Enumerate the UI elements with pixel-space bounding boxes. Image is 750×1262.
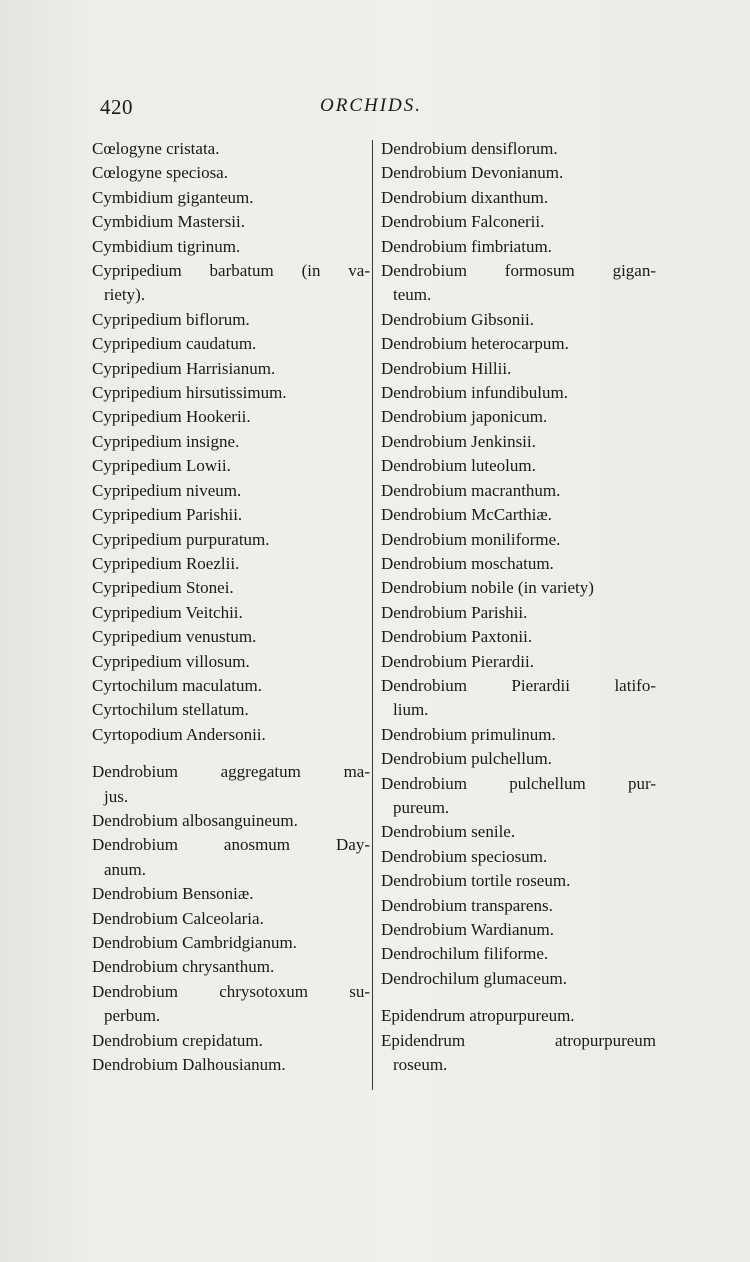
orchid-entry [381,576,656,600]
orchid-entry [381,357,656,381]
orchid-entry-text: Dendrobium Jenkinsii. [381,431,536,451]
orchid-entry-text: Dendrobium chrysanthum. [92,957,275,977]
orchid-entry-text: Cypripedium niveum. [92,480,242,500]
orchid-entry-text: Cymbidium tigrinum. [92,236,241,256]
orchid-entry [92,454,370,478]
orchid-entry-text: Dendrobium Pierardii latifo- [381,675,656,695]
orchid-entry [92,576,370,600]
page-number: 420 [100,95,133,119]
orchid-entry [92,503,370,527]
orchid-entry-text: Dendrobium Devonianum. [381,163,564,183]
orchid-entry [92,381,370,405]
orchid-entry [92,1029,370,1053]
orchid-entry-text: Cypripedium hirsutissimum. [92,383,287,403]
orchid-entry-text: Dendrobium fimbriatum. [381,236,552,256]
orchid-entry [381,454,656,478]
orchid-entry [92,674,370,698]
orchid-entry-text: Dendrobium primulinum. [381,724,556,744]
orchid-entry-text: Dendrobium Gibsonii. [381,309,534,329]
orchid-entry-text: Cœlogyne cristata. [92,139,220,158]
orchid-entry [381,235,656,259]
orchid-entry [381,528,656,552]
right-column-list [381,137,656,1077]
orchid-entry [381,259,656,308]
orchid-entry [381,1004,656,1028]
orchid-entry-text: Cymbidium Mastersii. [92,212,245,232]
orchid-entry-text: Dendrobium infundibulum. [381,383,568,403]
orchid-entry [92,955,370,979]
orchid-entry [92,650,370,674]
orchid-entry-text: Cypripedium Stonei. [92,578,234,598]
orchid-entry [381,820,656,844]
orchid-entry [381,845,656,869]
orchid-entry [92,625,370,649]
orchid-entry-text: Dendrobium Bensoniæ. [92,884,254,904]
orchid-entry [381,772,656,821]
orchid-entry-text: Dendrobium densiflorum. [381,139,558,158]
orchid-entry [381,625,656,649]
orchid-entry-continuation: lium. [393,700,429,720]
orchid-entry [92,907,370,931]
orchid-entry [92,186,370,210]
orchid-entry-text: Cœlogyne speciosa. [92,163,228,183]
running-head: ORCHIDS. [320,95,423,116]
orchid-entry [92,601,370,625]
orchid-entry-continuation: teum. [393,285,432,305]
orchid-entry [92,357,370,381]
orchid-entry [381,747,656,771]
orchid-entry-text: Cypripedium Roezlii. [92,553,240,573]
page-header [100,95,660,121]
orchid-entry-text: Cypripedium Harrisianum. [92,358,276,378]
orchid-entry [92,430,370,454]
orchid-entry-text: Cypripedium Parishii. [92,505,243,525]
orchid-entry-text: Dendrobium aggregatum ma- [92,762,370,782]
orchid-entry [381,552,656,576]
orchid-entry-text: Dendrobium Calceolaria. [92,908,264,928]
orchid-entry [92,980,370,1029]
orchid-entry-text: Dendrobium Falconerii. [381,212,545,232]
orchid-entry-text: Cypripedium barbatum (in va- [92,261,370,281]
orchid-entry [92,161,370,185]
orchid-entry-text: Dendrobium tortile roseum. [381,871,571,891]
column-divider-rule [372,140,373,1090]
orchid-entry [92,137,370,161]
orchid-entry [381,479,656,503]
orchid-entry-text: Cypripedium Veitchii. [92,602,243,622]
orchid-entry [92,698,370,722]
orchid-entry-text: Dendrobium crepidatum. [92,1030,263,1050]
orchid-entry-text: Cypripedium villosum. [92,651,250,671]
orchid-entry-text: Cypripedium insigne. [92,431,240,451]
orchid-entry [92,760,370,809]
orchid-entry-text: Dendrobium albosanguineum. [92,810,298,830]
orchid-entry-text: Dendrobium pulchellum pur- [381,773,656,793]
orchid-entry [92,723,370,747]
orchid-entry-text: Cypripedium purpuratum. [92,529,270,549]
orchid-entry [381,503,656,527]
orchid-entry-text: Dendrobium heterocarpum. [381,334,569,354]
orchid-entry [381,137,656,161]
orchid-entry [381,674,656,723]
orchid-entry [381,601,656,625]
orchid-entry [92,210,370,234]
orchid-entry [381,1029,656,1078]
orchid-entry [92,809,370,833]
orchid-entry [92,833,370,882]
orchid-entry-continuation: anum. [104,859,147,879]
orchid-entry-text: Dendrochilum glumaceum. [381,968,568,988]
orchid-entry-text: Dendrobium luteolum. [381,456,536,476]
orchid-entry-text: Dendrobium pulchellum. [381,749,552,769]
orchid-entry-text: Dendrobium Cambridgianum. [92,933,297,952]
orchid-entry-text: Dendrobium Hillii. [381,358,512,378]
orchid-entry-text: Cyrtochilum maculatum. [92,675,262,695]
orchid-entry-text: Dendrobium macranthum. [381,480,561,500]
orchid-entry-text: Cymbidium giganteum. [92,187,254,207]
orchid-entry-text: Dendrobium formosum gigan- [381,261,656,281]
orchid-entry-text: Dendrobium transparens. [381,895,553,915]
orchid-entry-text: Cyrtochilum stellatum. [92,700,249,720]
orchid-entry-text: Dendrobium senile. [381,822,516,842]
orchid-entry-text: Cypripedium Hookerii. [92,407,251,427]
orchid-entry-continuation: pureum. [393,797,450,817]
orchid-entry [381,210,656,234]
orchid-entry-continuation: jus. [104,786,129,806]
orchid-entry [92,259,370,308]
orchid-entry [92,479,370,503]
orchid-entry [381,869,656,893]
orchid-entry-text: Dendrobium dixanthum. [381,187,549,207]
orchid-entry-text: Dendrobium chrysotoxum su- [92,981,370,1001]
orchid-entry-continuation: perbum. [104,1006,161,1026]
orchid-entry [381,381,656,405]
orchid-entry-continuation: roseum. [393,1055,448,1075]
orchid-entry-text: Dendrobium nobile (in variety) [381,578,594,598]
left-column-list [92,137,370,1077]
orchid-entry [381,723,656,747]
orchid-entry-text: Dendrobium Parishii. [381,602,528,622]
orchid-entry-text: Cypripedium biflorum. [92,309,250,329]
orchid-entry [381,186,656,210]
orchid-entry-text: Dendrobium Paxtonii. [381,627,533,647]
orchid-entry-text: Epidendrum atropurpureum. [381,1006,575,1026]
orchid-entry-text: Dendrobium Wardianum. [381,920,555,939]
orchid-entry-text: Dendrobium japonicum. [381,407,548,427]
orchid-entry-continuation: riety). [104,285,146,305]
orchid-entry [381,650,656,674]
orchid-entry [381,405,656,429]
orchid-entry [92,332,370,356]
orchid-entry-text: Dendrobium moniliforme. [381,529,561,549]
orchid-entry-text: Cypripedium caudatum. [92,334,257,354]
orchid-entry-text: Dendrobium anosmum Day- [92,835,370,855]
orchid-entry [92,235,370,259]
orchid-entry [92,405,370,429]
orchid-entry-text: Cypripedium venustum. [92,627,257,647]
orchid-entry [92,308,370,332]
orchid-entry [92,1053,370,1077]
orchid-entry-text: Dendrobium McCarthiæ. [381,505,552,525]
orchid-entry [381,161,656,185]
orchid-entry-text: Dendrobium moschatum. [381,553,554,573]
orchid-entry [92,931,370,955]
orchid-entry [381,942,656,966]
orchid-entry-text: Dendrobium Pierardii. [381,651,534,671]
orchid-entry [381,918,656,942]
orchid-entry [92,528,370,552]
orchid-entry-text: Epidendrum atropurpureum [381,1030,656,1050]
orchid-entry [92,552,370,576]
orchid-entry-text: Dendrobium Dalhousianum. [92,1055,286,1075]
orchid-entry-text: Dendrochilum filiforme. [381,944,549,964]
orchid-entry [381,430,656,454]
orchid-entry-text: Dendrobium speciosum. [381,846,548,866]
orchid-entry [381,967,656,991]
orchid-entry [381,894,656,918]
orchid-entry [92,882,370,906]
orchid-entry [381,332,656,356]
orchid-entry-text: Cypripedium Lowii. [92,456,231,476]
orchid-entry [381,308,656,332]
orchid-entry-text: Cyrtopodium Andersonii. [92,724,266,744]
